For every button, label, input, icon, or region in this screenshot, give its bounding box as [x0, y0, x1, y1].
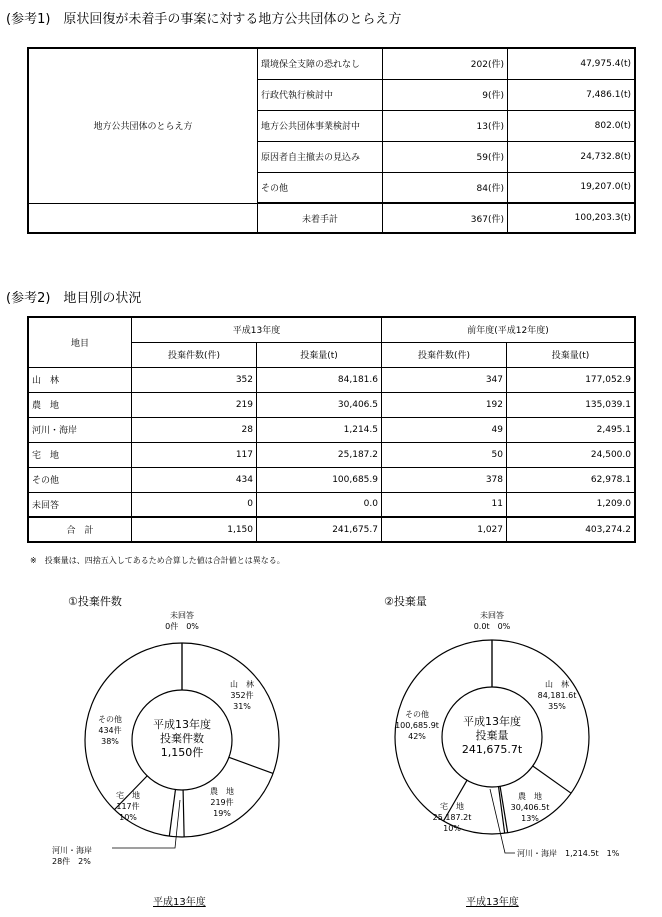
slice-label: 農 地 [210, 787, 234, 796]
cell-amount-1: 30,406.5 [257, 392, 382, 417]
cell-amount-1: 1,214.5 [257, 417, 382, 442]
row-label: その他 [28, 467, 132, 492]
slice-label: 0件 0% [165, 622, 199, 631]
total-amount-2: 403,274.2 [507, 517, 636, 542]
attitude-amount: 47,975.4(t) [508, 48, 636, 79]
total-count-2: 1,027 [382, 517, 507, 542]
row-label: 山 林 [28, 367, 132, 392]
row-label: 農 地 [28, 392, 132, 417]
attitude-label: その他 [258, 172, 383, 203]
cell-amount-1: 100,685.9 [257, 467, 382, 492]
header-category: 地目 [28, 317, 132, 367]
attitude-count: 84(件) [383, 172, 508, 203]
land-category-table [27, 316, 636, 543]
row-label: 宅 地 [28, 442, 132, 467]
attitude-label: 地方公共団体事業検討中 [258, 110, 383, 141]
table-row [28, 442, 635, 467]
slice-label: 19% [213, 809, 231, 818]
count-donut-chart [30, 605, 330, 885]
center-label: 平成13年度 [153, 718, 211, 731]
cell-count-2: 192 [382, 392, 507, 417]
attitude-amount: 19,207.0(t) [508, 172, 636, 203]
table-row [28, 367, 635, 392]
slice-label: 117件 [116, 802, 140, 811]
slice-label: 42% [408, 732, 426, 741]
center-label: 1,150件 [160, 746, 204, 759]
attitude-label: 行政代執行検討中 [258, 79, 383, 110]
table-row [28, 492, 635, 517]
header-year1: 平成13年度 [132, 317, 382, 342]
attitude-count: 59(件) [383, 141, 508, 172]
cell-amount-2: 24,500.0 [507, 442, 636, 467]
slice-label: 31% [233, 702, 251, 711]
center-label: 投棄量 [475, 729, 509, 742]
slice-label: 未回答 [170, 611, 194, 620]
amount-donut-chart [345, 605, 655, 885]
cell-count-2: 378 [382, 467, 507, 492]
slice-label: 宅 地 [116, 791, 140, 800]
slice-label: 30,406.5t [510, 803, 550, 812]
attitude-total-count: 367(件) [383, 203, 508, 233]
slice-label: 35% [548, 702, 566, 711]
header-amount-2: 投棄量(t) [507, 342, 636, 367]
attitude-label: 原因者自主撤去の見込み [258, 141, 383, 172]
chart2-caption: 平成13年度 [466, 897, 519, 908]
attitude-amount: 802.0(t) [508, 110, 636, 141]
slice-label: 25,187.2t [432, 813, 472, 822]
slice-label: 13% [521, 814, 539, 823]
cell-amount-2: 1,209.0 [507, 492, 636, 517]
row-label: 河川・海岸 [28, 417, 132, 442]
table-row [28, 392, 635, 417]
section1-title: (参考1) 原状回復が未着手の事案に対する地方公共団体のとらえ方 [6, 12, 402, 27]
cell-count-1: 117 [132, 442, 257, 467]
attitude-count: 13(件) [383, 110, 508, 141]
row-label: 未回答 [28, 492, 132, 517]
attitude-total-amount: 100,203.3(t) [508, 203, 636, 233]
cell-count-1: 352 [132, 367, 257, 392]
attitude-amount: 24,732.8(t) [508, 141, 636, 172]
slice-label: 100,685.9t [395, 721, 439, 730]
attitude-row-header: 地方公共団体のとらえ方 [28, 48, 258, 203]
attitude-total-label: 未着手計 [258, 203, 383, 233]
cell-count-2: 49 [382, 417, 507, 442]
cell-count-1: 219 [132, 392, 257, 417]
table-total-row [28, 517, 635, 542]
slice-label: 宅 地 [440, 802, 464, 811]
total-amount-1: 241,675.7 [257, 517, 382, 542]
slice-label: 河川・海岸 1,214.5t 1% [517, 849, 620, 858]
chart1-caption: 平成13年度 [153, 897, 206, 908]
total-label: 合 計 [28, 517, 132, 542]
table-note: ※ 投棄量は、四捨五入してあるため合算した値は合計値とは異なる。 [30, 556, 285, 565]
chart1-title: ①投棄件数 [68, 595, 122, 608]
cell-amount-2: 135,039.1 [507, 392, 636, 417]
cell-count-2: 347 [382, 367, 507, 392]
slice-label: 10% [443, 824, 461, 833]
center-label: 平成13年度 [463, 715, 521, 728]
slice-label: 434件 [98, 726, 122, 735]
slice-label: 河川・海岸 [52, 846, 92, 855]
slice-label: 352件 [230, 691, 254, 700]
slice-label: その他 [98, 715, 122, 724]
slice-label: 未回答 [480, 611, 504, 620]
attitude-amount: 7,486.1(t) [508, 79, 636, 110]
slice-label: 農 地 [518, 792, 542, 801]
section2-title: (参考2) 地目別の状況 [6, 291, 142, 306]
cell-amount-1: 0.0 [257, 492, 382, 517]
slice-label: その他 [405, 710, 429, 719]
chart2-title: ②投棄量 [384, 595, 427, 608]
attitude-count: 202(件) [383, 48, 508, 79]
attitude-count: 9(件) [383, 79, 508, 110]
cell-count-1: 28 [132, 417, 257, 442]
header-count-2: 投棄件数(件) [382, 342, 507, 367]
slice-label: 0.0t 0% [473, 622, 511, 631]
cell-count-2: 11 [382, 492, 507, 517]
attitude-label: 環境保全支障の恐れなし [258, 48, 383, 79]
cell-amount-2: 177,052.9 [507, 367, 636, 392]
center-label: 投棄件数 [160, 732, 204, 745]
slice-label: 10% [119, 813, 137, 822]
header-count-1: 投棄件数(件) [132, 342, 257, 367]
cell-amount-2: 2,495.1 [507, 417, 636, 442]
table-row [28, 417, 635, 442]
header-year2: 前年度(平成12年度) [382, 317, 636, 342]
cell-amount-1: 84,181.6 [257, 367, 382, 392]
header-amount-1: 投棄量(t) [257, 342, 382, 367]
cell-count-2: 50 [382, 442, 507, 467]
center-label: 241,675.7t [461, 743, 523, 756]
table-row [28, 467, 635, 492]
cell-count-1: 0 [132, 492, 257, 517]
slice-label: 219件 [210, 798, 234, 807]
slice-label: 38% [101, 737, 119, 746]
cell-amount-2: 62,978.1 [507, 467, 636, 492]
slice-label: 山 林 [230, 680, 254, 689]
slice-label: 84,181.6t [537, 691, 577, 700]
attitude-table [27, 47, 636, 234]
cell-count-1: 434 [132, 467, 257, 492]
slice-label: 山 林 [545, 680, 569, 689]
slice-label: 28件 2% [52, 857, 91, 866]
cell-amount-1: 25,187.2 [257, 442, 382, 467]
total-count-1: 1,150 [132, 517, 257, 542]
